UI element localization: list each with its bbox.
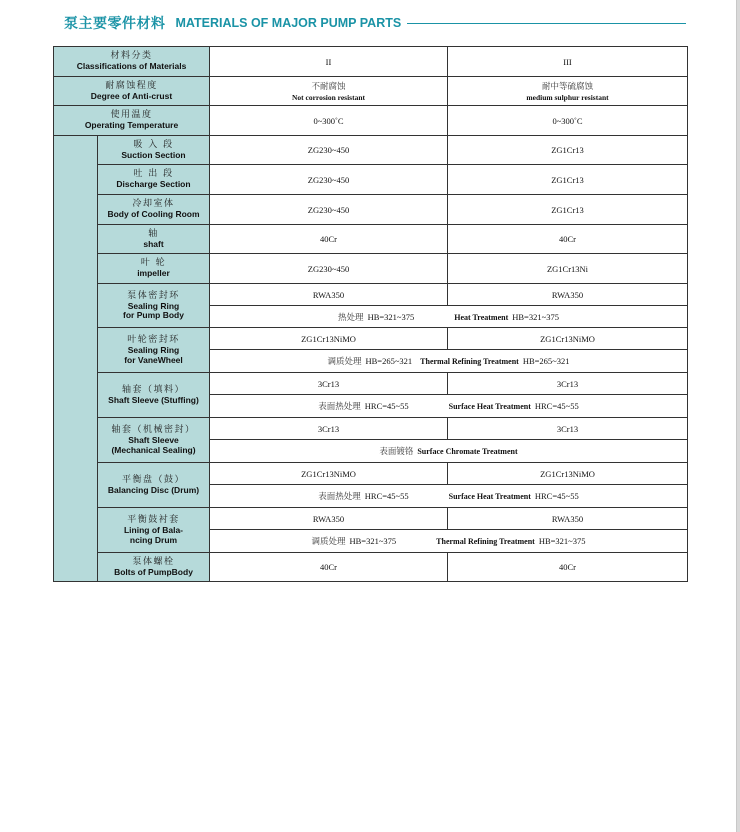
cell-cooling-ii: ZG230~450 [210, 195, 448, 225]
row-classification [54, 47, 688, 77]
cell-discharge-ii: ZG230~450 [210, 165, 448, 195]
cell-anticrust-iii: 耐中等硫腐蚀 medium sulphur resistant [448, 77, 688, 106]
row-impeller [54, 254, 688, 284]
cell-discharge-iii: ZG1Cr13 [448, 165, 688, 195]
label-suction: 吸 入 段 Suction Section [98, 136, 210, 165]
cell-suction-iii: ZG1Cr13 [448, 136, 688, 165]
cell-class-ii: II [210, 47, 448, 77]
row-discharge [54, 165, 688, 195]
label-balancing-disc: 平衡盘（鼓） Balancing Disc (Drum) [98, 463, 210, 508]
row-sealing-vane [54, 328, 688, 350]
label-bolts: 泵体螺栓 Bolts of PumpBody [98, 553, 210, 582]
row-cooling [54, 195, 688, 225]
label-sealing-vane: 叶轮密封环 Sealing Ring for VaneWheel [98, 328, 210, 373]
row-balancing-disc [54, 463, 688, 485]
label-drum-lining: 平衡鼓衬套 Lining of Bala- ncing Drum [98, 508, 210, 553]
row-sealing-body [54, 284, 688, 306]
cell-class-iii: III [448, 47, 688, 77]
label-sealing-body: 泵体密封环 Sealing Ring for Pump Body [98, 284, 210, 328]
cell-sleeve-stuffing-ii: 3Cr13 [210, 373, 448, 395]
cell-suction-ii: ZG230~450 [210, 136, 448, 165]
label-cooling: 冷却室体 Body of Cooling Room [98, 195, 210, 225]
cell-sleeve-mech-iii: 3Cr13 [448, 418, 688, 440]
cell-balancing-disc-ii: ZG1Cr13NiMO [210, 463, 448, 485]
cell-sealing-body-iii: RWA350 [448, 284, 688, 306]
cell-anticrust-ii: 不耐腐蚀 Not corrosion resistant [210, 77, 448, 106]
cell-drum-lining-iii: RWA350 [448, 508, 688, 530]
section-header [64, 13, 686, 33]
cell-balancing-disc-iii: ZG1Cr13NiMO [448, 463, 688, 485]
title-english: MATERIALS OF MAJOR PUMP PARTS [175, 16, 402, 30]
title-rule [407, 23, 686, 24]
label-sleeve-mech: 轴套（机械密封） Shaft Sleeve (Mechanical Sealing) [98, 418, 210, 463]
cell-sealing-vane-ii: ZG1Cr13NiMO [210, 328, 448, 350]
note-sleeve-stuffing: 表面热处理 HRC=45~55 Surface Heat Treatment HRC=45~55 [210, 395, 688, 418]
note-sealing-vane: 调质处理 HB=265~321 Thermal Refining Treatment HB=265~321 [210, 350, 688, 373]
cell-cooling-iii: ZG1Cr13 [448, 195, 688, 225]
label-temperature: 使用温度 Operating Temperature [54, 106, 210, 136]
title-chinese: 泵主要零件材料 [64, 16, 166, 32]
cell-shaft-iii: 40Cr [448, 225, 688, 254]
label-impeller: 叶 轮 impeller [98, 254, 210, 284]
note-sealing-body: 热处理 HB=321~375 Heat Treatment HB=321~375 [210, 306, 688, 328]
cell-drum-lining-ii: RWA350 [210, 508, 448, 530]
parts-group-cell [54, 136, 98, 582]
cell-impeller-ii: ZG230~450 [210, 254, 448, 284]
cell-bolts-iii: 40Cr [448, 553, 688, 582]
materials-table [53, 46, 688, 582]
note-balancing-disc: 表面热处理 HRC=45~55 Surface Heat Treatment HRC=45~55 [210, 485, 688, 508]
label-discharge: 吐 出 段 Discharge Section [98, 165, 210, 195]
page-edge [736, 0, 740, 832]
cell-shaft-ii: 40Cr [210, 225, 448, 254]
row-sleeve-stuffing [54, 373, 688, 395]
cell-temp-ii: 0~300˚C [210, 106, 448, 136]
cell-bolts-ii: 40Cr [210, 553, 448, 582]
cell-sleeve-stuffing-iii: 3Cr13 [448, 373, 688, 395]
cell-sleeve-mech-ii: 3Cr13 [210, 418, 448, 440]
label-anticrust: 耐腐蚀程度 Degree of Anti-crust [54, 77, 210, 106]
cell-sealing-vane-iii: ZG1Cr13NiMO [448, 328, 688, 350]
cell-temp-iii: 0~300˚C [448, 106, 688, 136]
row-suction [54, 136, 688, 165]
note-drum-lining: 调质处理 HB=321~375 Thermal Refining Treatment HB=321~375 [210, 530, 688, 553]
row-temperature [54, 106, 688, 136]
row-sleeve-mech [54, 418, 688, 440]
row-shaft [54, 225, 688, 254]
label-sleeve-stuffing: 轴套（填料） Shaft Sleeve (Stuffing) [98, 373, 210, 418]
row-anticrust [54, 77, 688, 106]
label-shaft: 轴 shaft [98, 225, 210, 254]
label-classification: 材料分类 Classifications of Materials [54, 47, 210, 77]
note-sleeve-mech: 表面镀铬 Surface Chromate Treatment [210, 440, 688, 463]
row-bolts [54, 553, 688, 582]
row-drum-lining [54, 508, 688, 530]
cell-sealing-body-ii: RWA350 [210, 284, 448, 306]
cell-impeller-iii: ZG1Cr13Ni [448, 254, 688, 284]
